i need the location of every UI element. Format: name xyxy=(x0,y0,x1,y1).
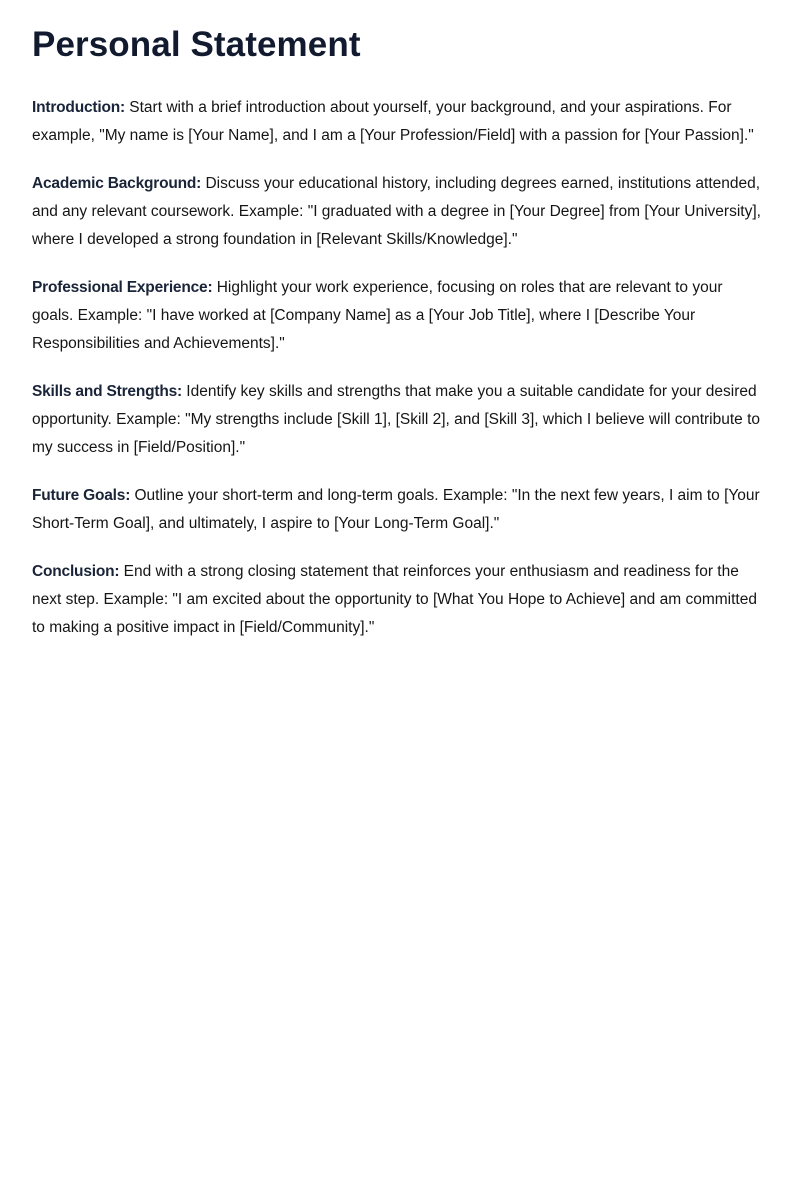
section-professional-experience xyxy=(32,274,768,358)
section-label: Skills and Strengths: xyxy=(32,383,182,400)
section-label: Conclusion: xyxy=(32,563,120,580)
section-text: Outline your short-term and long-term goals. Example: "In the next few years, I aim to [Your Short-Term Goal], and ultimately, I aspire to [Your Long-Term Goal]." xyxy=(32,487,760,532)
section-skills-and-strengths xyxy=(32,378,768,462)
section-academic-background xyxy=(32,170,768,254)
section-text: Identify key skills and strengths that make you a suitable candidate for your desired opportunity. Example: "My strengths include [Skill 1], [Skill 2], and [Skill 3], which I believe will contribute to my success in [Field/Position]." xyxy=(32,383,761,456)
section-future-goals xyxy=(32,482,768,538)
section-label: Professional Experience: xyxy=(32,279,213,296)
section-conclusion xyxy=(32,558,768,642)
section-label: Introduction: xyxy=(32,99,125,116)
section-text: Highlight your work experience, focusing on roles that are relevant to your goals. Example: "I have worked at [Company Name] as a [Your Job Title], where I [Describe Your Responsibilities and Achievements]." xyxy=(32,279,723,352)
section-introduction xyxy=(32,94,768,150)
section-text: Discuss your educational history, including degrees earned, institutions attended, and any relevant coursework. Example: "I graduated with a degree in [Your Degree] from [Your University], where I developed a strong foundation in [Relevant Skills/Knowledge]." xyxy=(32,175,761,248)
page-title: Personal Statement xyxy=(32,25,361,64)
section-label: Future Goals: xyxy=(32,487,131,504)
section-text: End with a strong closing statement that reinforces your enthusiasm and readiness for the next step. Example: "I am excited about the opportunity to [What You Hope to Achieve] and am committed to making a positive impact in [Field/Community]." xyxy=(32,563,757,636)
section-text: Start with a brief introduction about yourself, your background, and your aspirations. For example, "My name is [Your Name], and I am a [Your Profession/Field] with a passion for [Your Passion]." xyxy=(32,99,754,144)
section-label: Academic Background: xyxy=(32,175,202,192)
